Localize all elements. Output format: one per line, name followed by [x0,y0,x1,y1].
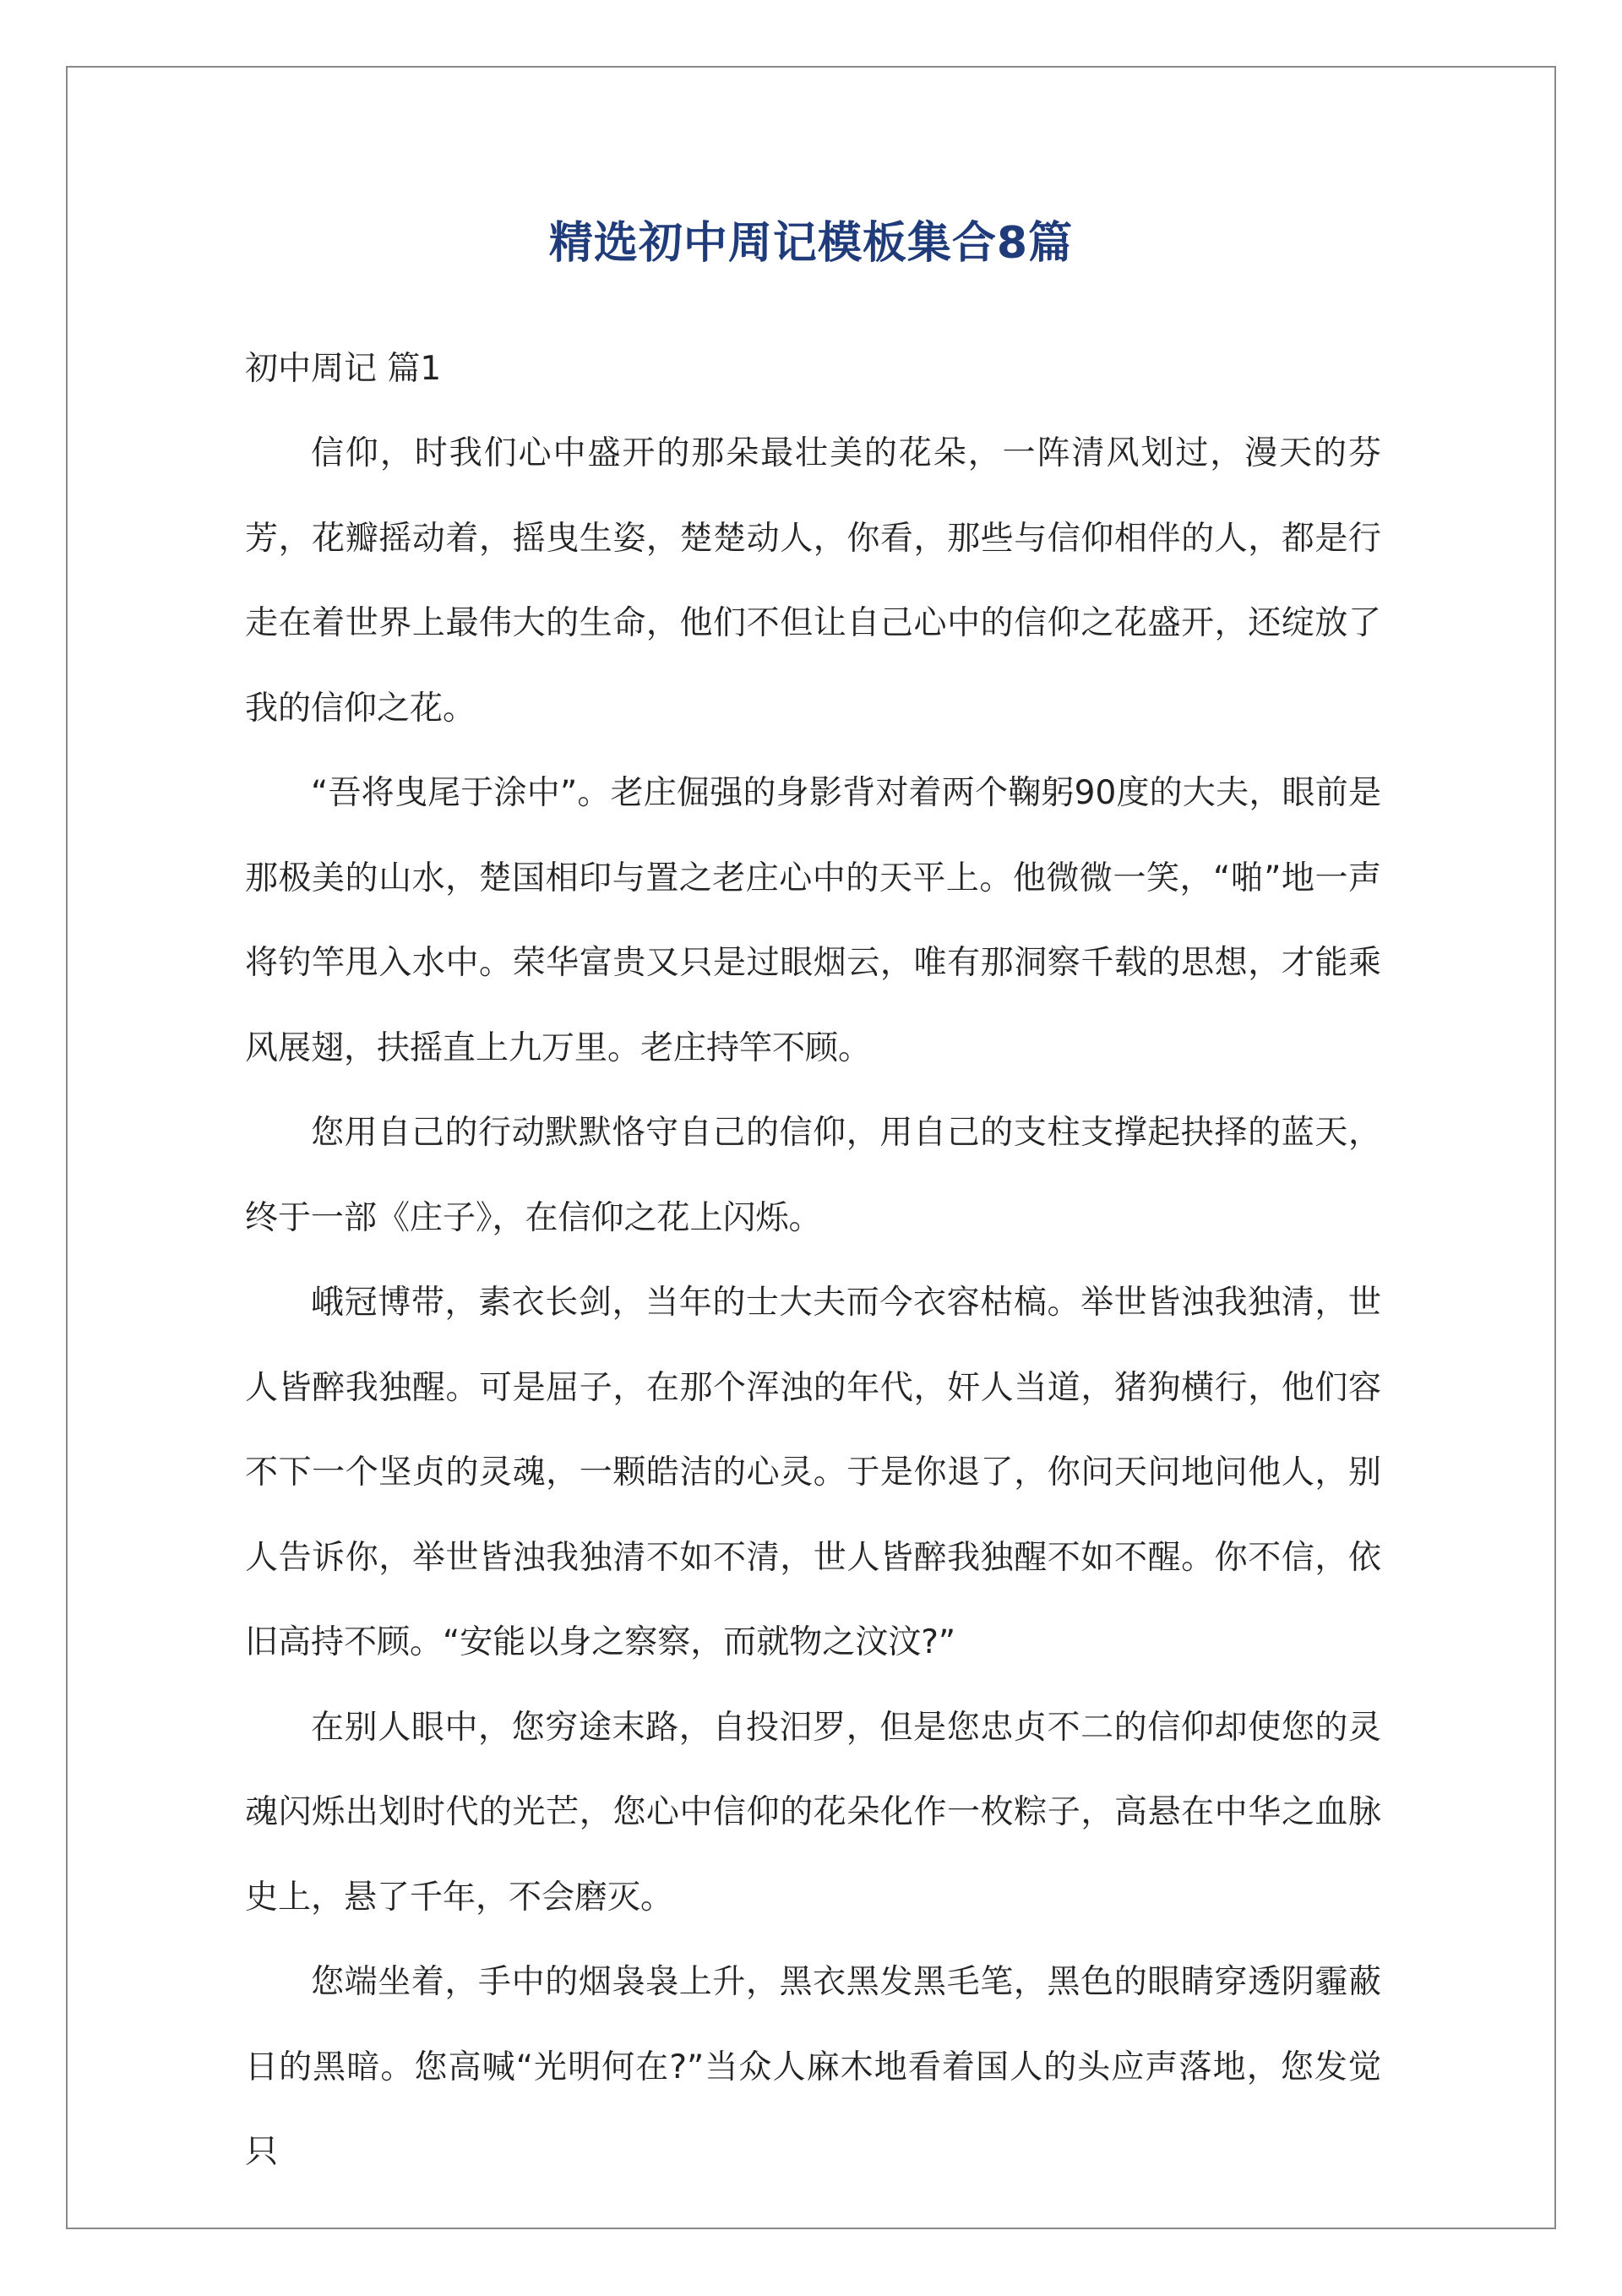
paragraph: 在别人眼中，您穷途末路，自投汨罗，但是您忠贞不二的信仰却使您的灵魂闪烁出划时代的光芒，您心中信仰的花朵化作一枚粽子，高悬在中华之血脉史上，悬了千年，不会磨灭。 [245,1708,1381,1917]
paragraph: 您端坐着，手中的烟袅袅上升，黑衣黑发黑毛笔，黑色的眼睛穿透阴霾蔽日的黑暗。您高喊“光明何在?”当众人麻木地看着国人的头应声落地，您发觉只 [245,1963,1381,2171]
paragraph: “吾将曳尾于涂中”。老庄倔强的身影背对着两个鞠躬90度的大夫，眼前是那极美的山水，楚国相印与置之老庄心中的天平上。他微微一笑，“啪”地一声将钓竿甩入水中。荣华富贵又只是过眼烟云，唯有那洞察千载的思想，才能乘风展翅，扶摇直上九万里。老庄持竿不顾。 [245,774,1381,1067]
document-title: 精选初中周记模板集合8篇 [548,218,1074,269]
paragraph: 峨冠博带，素衣长剑，当年的士大夫而今衣容枯槁。举世皆浊我独清，世人皆醉我独醒。可是屈子，在那个浑浊的年代，奸人当道，猪狗横行，他们容不下一个坚贞的灵魂，一颗皓洁的心灵。于是你退了，你问天问地问他人，别人告诉你，举世皆浊我独清不如不清，世人皆醉我独醒不如不醒。你不信，依旧高持不顾。“安能以身之察察，而就物之汶汶?” [245,1284,1381,1661]
document-body [245,326,1381,2195]
paragraph: 信仰，时我们心中盛开的那朵最壮美的花朵，一阵清风划过，漫天的芬芳，花瓣摇动着，摇曳生姿，楚楚动人，你看，那些与信仰相伴的人，都是行走在着世界上最伟大的生命，他们不但让自己心中的信仰之花盛开，还绽放了我的信仰之花。 [245,434,1381,728]
paragraph: 您用自己的行动默默恪守自己的信仰，用自己的支柱支撑起抉择的蓝天，终于一部《庄子》，在信仰之花上闪烁。 [245,1114,1381,1237]
section-heading: 初中周记 篇1 [245,350,442,388]
